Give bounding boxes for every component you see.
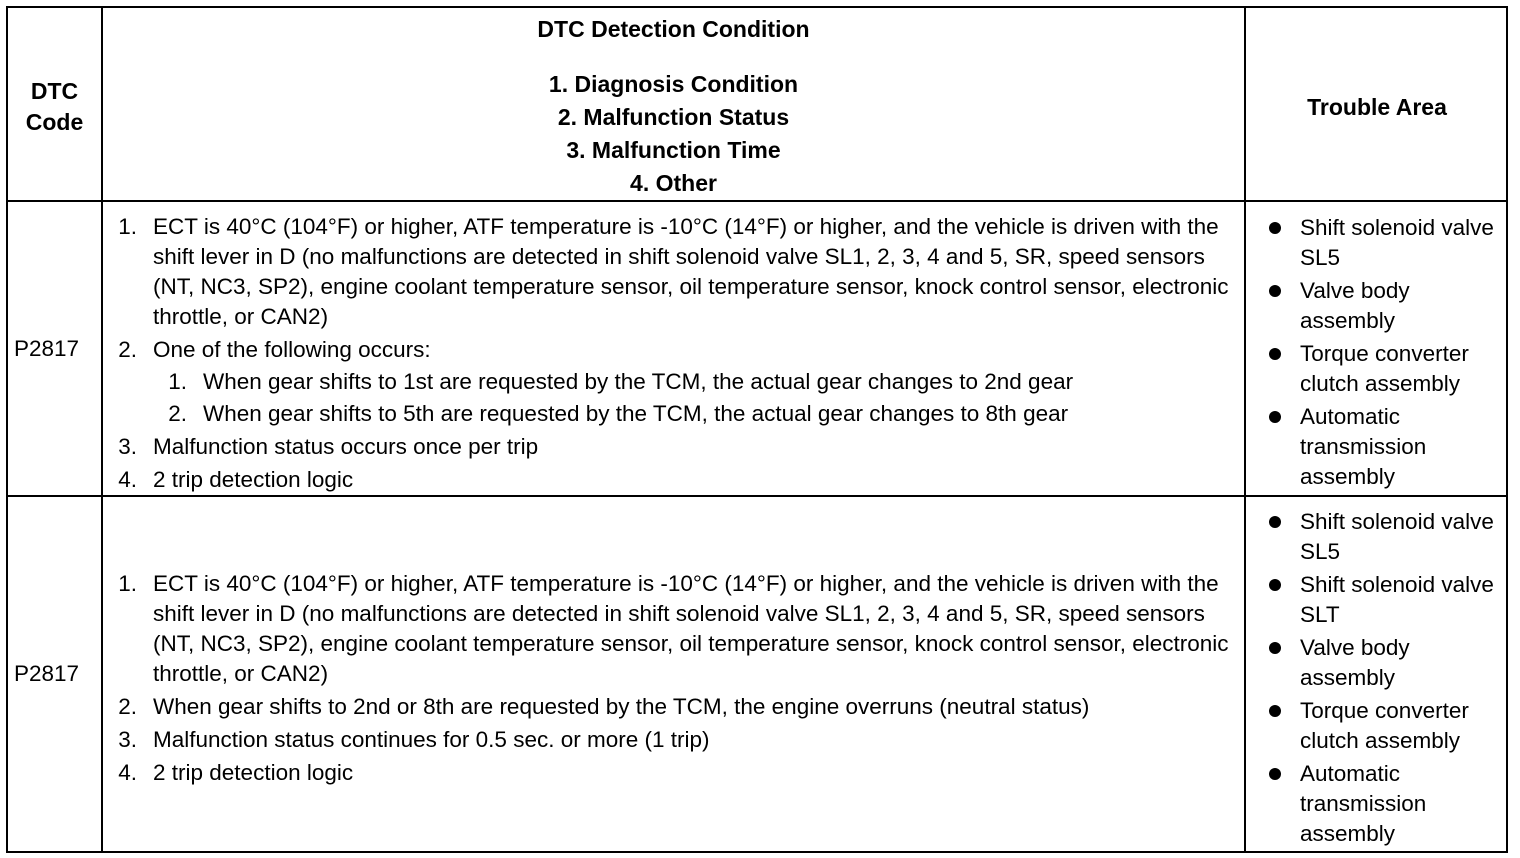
bullet-icon [1260, 696, 1300, 756]
sub-condition-item [153, 399, 1233, 429]
trouble-item [1260, 633, 1506, 693]
sub-condition-list [103, 367, 1233, 429]
dtc-code: P2817 [14, 661, 80, 686]
trouble-item [1260, 759, 1506, 849]
trouble-text: Shift solenoid valve SL5 [1300, 509, 1494, 564]
condition-text: Malfunction status continues for 0.5 sec. or more (1 trip) [153, 727, 710, 752]
sub-condition-number: 2. [168, 401, 187, 426]
header-trouble-area-label: Trouble Area [1307, 93, 1447, 120]
condition-number: 2. [118, 694, 137, 719]
trouble-item [1260, 570, 1506, 630]
header-condition-item: 1. Diagnosis Condition [548, 71, 799, 97]
condition-number: 1. [118, 214, 137, 239]
bullet-icon [1260, 213, 1300, 273]
sub-condition-text: When gear shifts to 1st are requested by the TCM, the actual gear changes to 2nd gear [203, 369, 1074, 394]
dtc-code: P2817 [14, 335, 80, 361]
dtc-table [6, 6, 1508, 853]
header-condition-item: 2. Malfunction Status [557, 104, 790, 130]
trouble-text: Shift solenoid valve SL5 [1300, 215, 1494, 270]
condition-number: 1. [118, 571, 137, 596]
row-2-conditions [103, 569, 1233, 788]
trouble-text: Automatic transmission assembly [1300, 761, 1427, 846]
condition-number: 4. [118, 760, 137, 785]
row-1-trouble-area [1260, 213, 1506, 492]
trouble-item [1260, 696, 1506, 756]
bullet-icon [1260, 759, 1300, 849]
condition-list [103, 569, 1233, 788]
row-1-code [8, 202, 101, 495]
condition-text: Malfunction status occurs once per trip [153, 434, 539, 459]
trouble-text: Automatic transmission assembly [1300, 404, 1427, 489]
bullet-icon [1260, 339, 1300, 399]
condition-item [103, 725, 1233, 755]
condition-item [103, 212, 1233, 332]
condition-number: 3. [118, 434, 137, 459]
condition-item [103, 758, 1233, 788]
row-divider [8, 200, 1506, 202]
condition-item [103, 432, 1233, 462]
bullet-icon [1260, 507, 1300, 567]
trouble-text: Torque converter clutch assembly [1300, 341, 1469, 396]
condition-number: 3. [118, 727, 137, 752]
condition-list [103, 212, 1233, 495]
trouble-item [1260, 213, 1506, 273]
sub-condition-item [153, 367, 1233, 397]
condition-text: 2 trip detection logic [153, 467, 354, 492]
condition-text: ECT is 40°C (104°F) or higher, ATF temperature is -10°C (14°F) or higher, and the vehicle is driven with the shift lever in D (no malfunctions are detected in shift solenoid valve SL1, 2, 3, 4 and 5, SR, speed sensors (NT, NC3, SP2), engine coolant temperature sensor, oil temperature sensor, knock control sensor, electronic throttle, or CAN2) [153, 571, 1229, 686]
trouble-text: Torque converter clutch assembly [1300, 698, 1469, 753]
trouble-item [1260, 276, 1506, 336]
condition-number: 2. [118, 337, 137, 362]
header-condition-item: 3. Malfunction Time [566, 137, 781, 163]
header-dtc-code [8, 8, 101, 200]
trouble-item [1260, 402, 1506, 492]
condition-text: One of the following occurs: [153, 337, 431, 362]
row-2-trouble-area [1260, 507, 1506, 849]
sub-condition-text: When gear shifts to 5th are requested by the TCM, the actual gear changes to 8th gear [203, 401, 1069, 426]
bullet-icon [1260, 633, 1300, 693]
bullet-icon [1260, 570, 1300, 630]
trouble-text: Valve body assembly [1300, 278, 1410, 333]
condition-text: ECT is 40°C (104°F) or higher, ATF temperature is -10°C (14°F) or higher, and the vehicle is driven with the shift lever in D (no malfunctions are detected in shift solenoid valve SL1, 2, 3, 4 and 5, SR, speed sensors (NT, NC3, SP2), engine coolant temperature sensor, oil temperature sensor, knock control sensor, electronic throttle, or CAN2) [153, 214, 1229, 329]
condition-text: 2 trip detection logic [153, 760, 354, 785]
condition-text: When gear shifts to 2nd or 8th are requested by the TCM, the engine overruns (neutral status) [153, 694, 1090, 719]
header-code-line: Code [25, 109, 84, 135]
bullet-icon [1260, 276, 1300, 336]
condition-item [103, 692, 1233, 722]
condition-number: 4. [118, 467, 137, 492]
header-condition-item: 4. Other [630, 170, 717, 196]
bullet-icon [1260, 402, 1300, 492]
row-divider [8, 495, 1506, 497]
trouble-text: Shift solenoid valve SLT [1300, 572, 1494, 627]
header-detection-condition [103, 14, 1244, 200]
condition-item [103, 569, 1233, 689]
trouble-item [1260, 339, 1506, 399]
header-code-line: DTC [30, 78, 79, 104]
trouble-item [1260, 507, 1506, 567]
header-condition-title: DTC Detection Condition [537, 16, 810, 42]
condition-item [103, 335, 1233, 365]
row-1-conditions [103, 212, 1233, 495]
condition-item [103, 465, 1233, 495]
trouble-text: Valve body assembly [1300, 635, 1410, 690]
sub-condition-number: 1. [168, 369, 187, 394]
row-2-code [8, 497, 101, 851]
header-trouble-area [1246, 8, 1508, 200]
